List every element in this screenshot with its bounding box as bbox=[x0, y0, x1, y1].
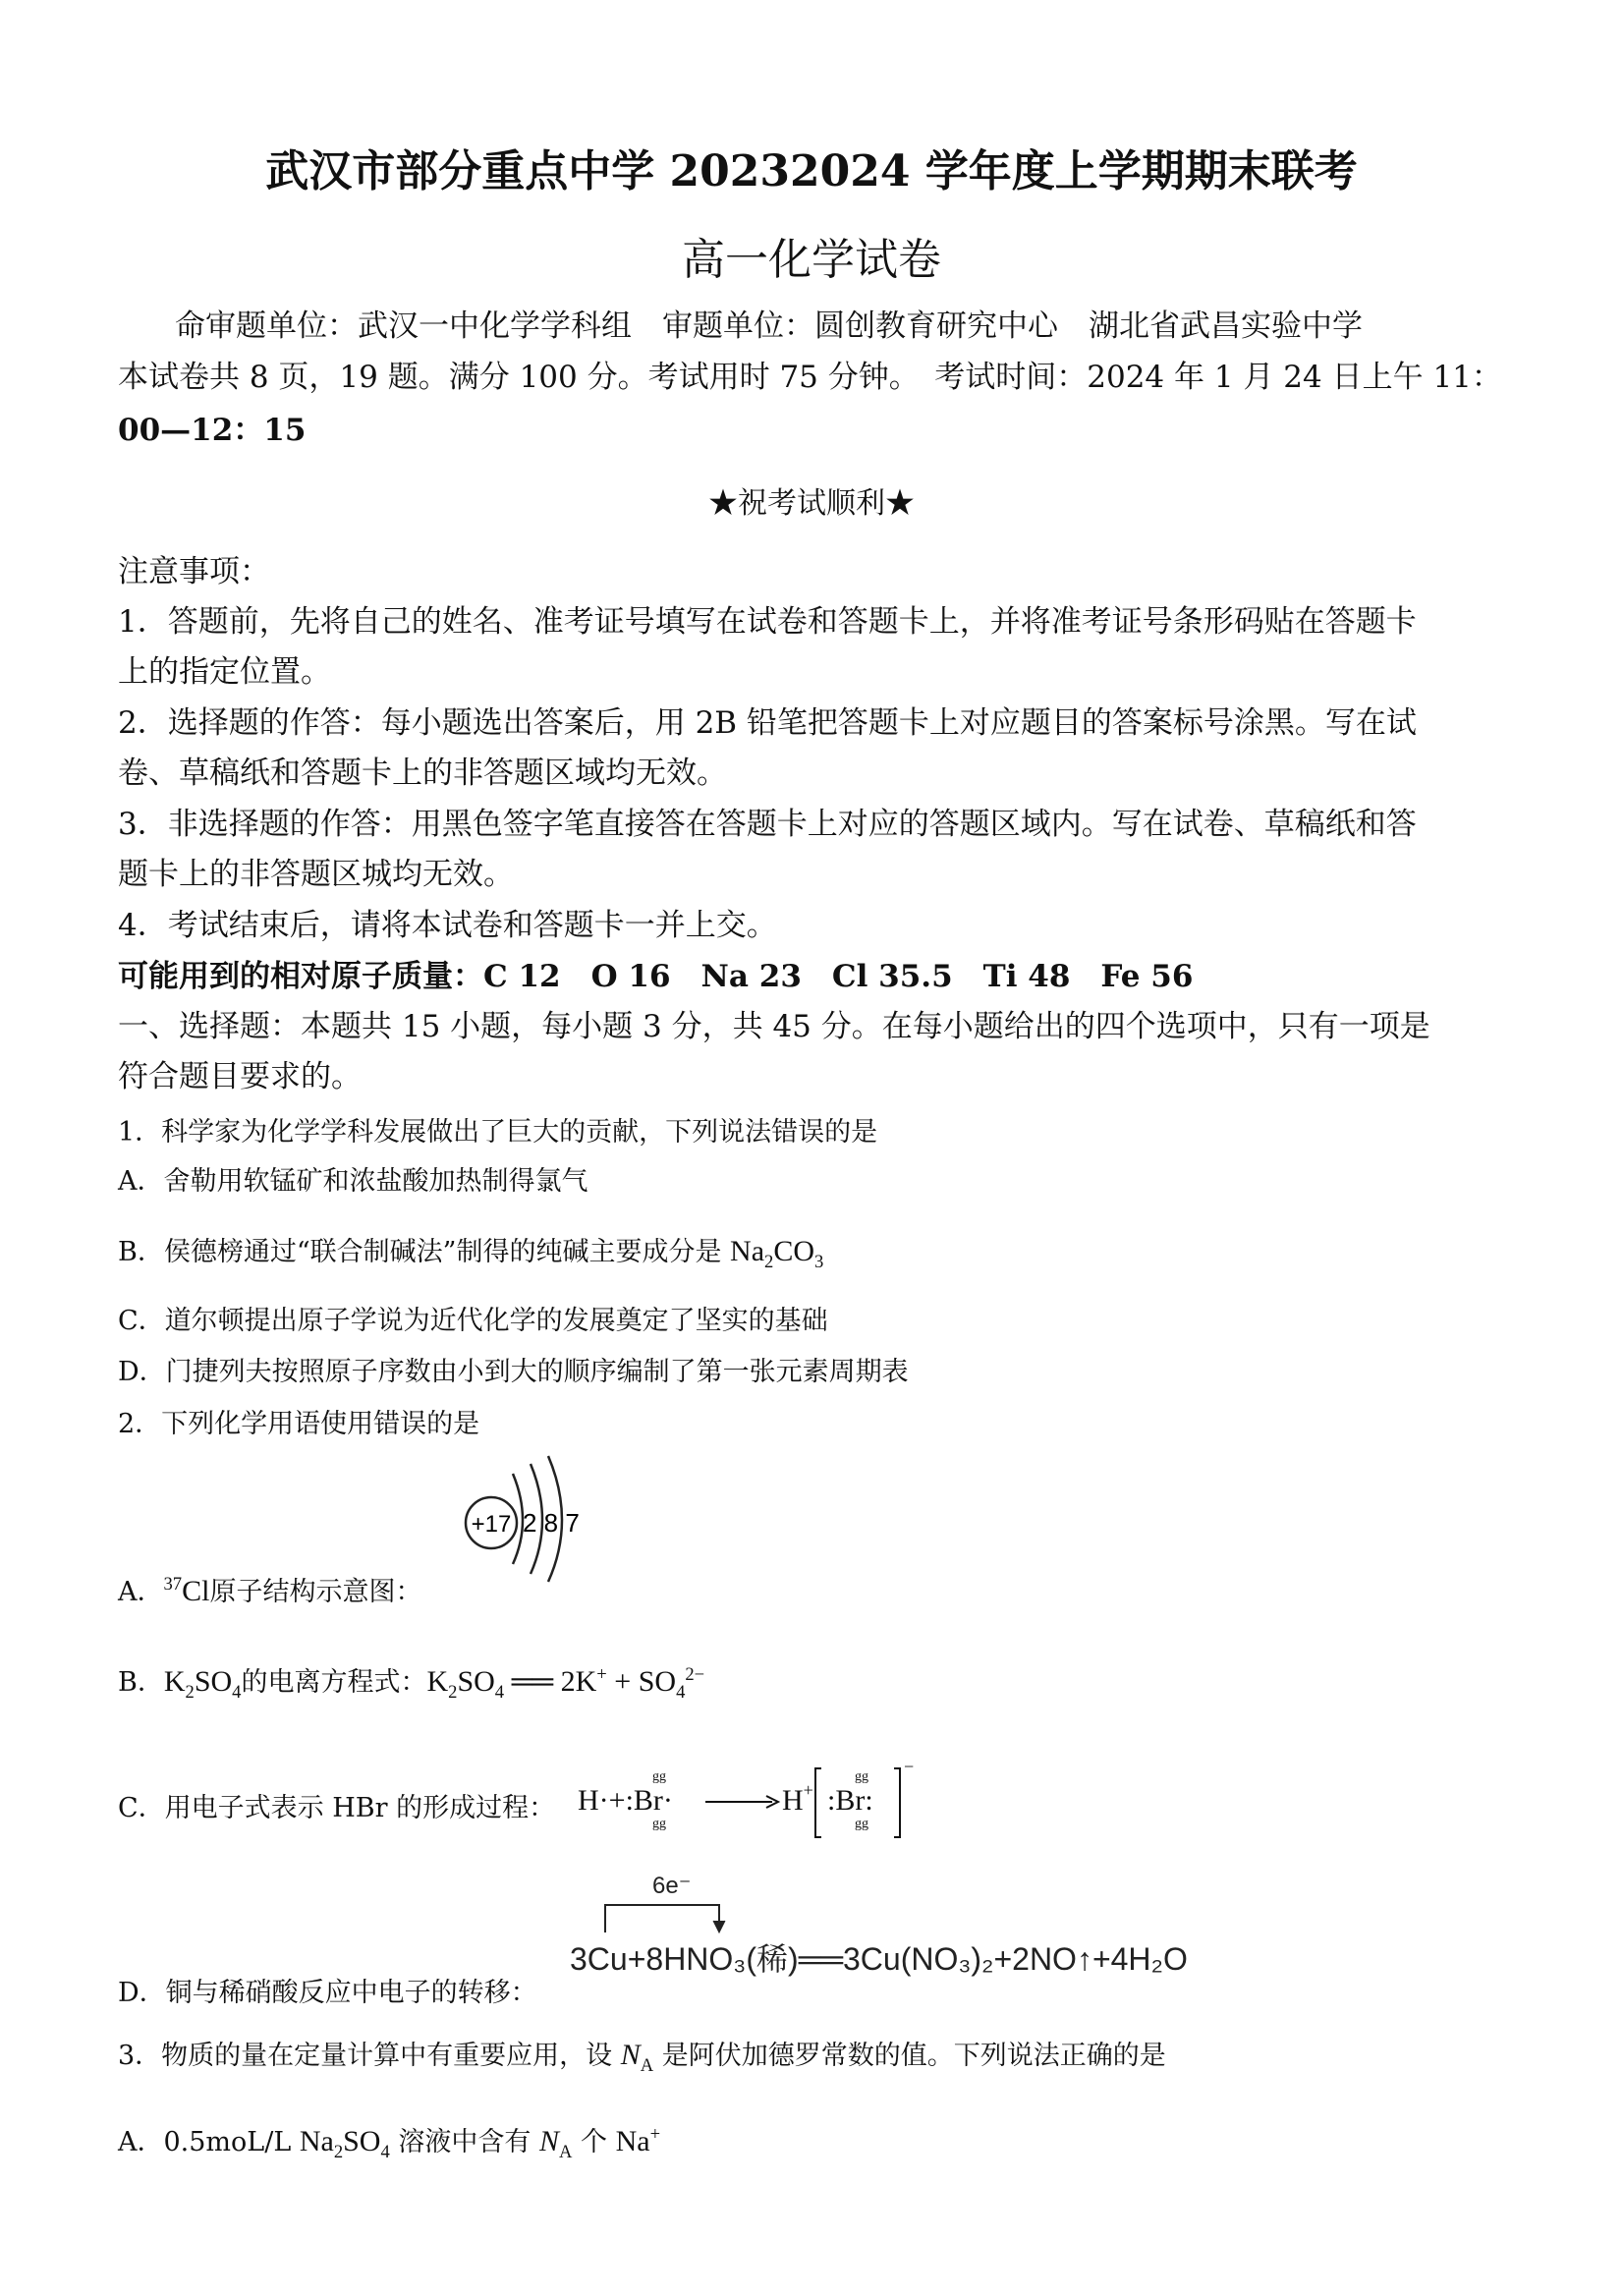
q2-option-a: A．$^{37}$Cl原子结构示意图： bbox=[118, 1574, 422, 1607]
electron-transfer-diagram bbox=[570, 1872, 1356, 1980]
info-line-1: 本试卷共 8 页，19 题。满分 100 分。考试用时 75 分钟。 考试时间：2024 年 1 月 24 日上午 11： bbox=[118, 360, 1502, 395]
formula-na2co3: $Na_2CO_3$ bbox=[730, 1235, 824, 1272]
q3-option-a: A．0.5moL/L $Na_2SO_4$ 溶液中含有 $N_A$ 个 Na+ bbox=[118, 2124, 661, 2162]
note-4: 4．考试结束后，请将本试卷和答题卡一并上交。 bbox=[118, 908, 777, 943]
electron-shells: 2 8 7 bbox=[523, 1508, 580, 1538]
formula-k2so4: $K_2SO_4$ bbox=[163, 1665, 242, 1703]
note-2a: 2．选择题的作答：每小题选出答案后，用 2B 铅笔把答题卡上对应题目的答案标号涂黑。写在试 bbox=[118, 705, 1417, 741]
note-3b: 题卡上的非答题区城均无效。 bbox=[118, 857, 514, 892]
q1-option-a: A．舍勒用软锰矿和浓盐酸加热制得氯气 bbox=[118, 1166, 588, 1197]
q2-option-c: C．用电子式表示 HBr 的形成过程： bbox=[118, 1793, 556, 1823]
q1-stem: 1．科学家为化学学科发展做出了巨大的贡献，下列说法错误的是 bbox=[118, 1117, 878, 1148]
q1-option-b-text: B．侯德榜通过“联合制碱法”制得的纯碱主要成分是 bbox=[118, 1237, 731, 1267]
svg-text:gg: gg bbox=[652, 1817, 666, 1831]
wish-line: ★祝考试顺利★ bbox=[708, 486, 915, 521]
electron-transfer-label: 6e⁻ bbox=[652, 1873, 692, 1899]
redox-equation: 3Cu+8HNO₃(稀)══3Cu(NO₃)₂+2NO↑+4H₂O bbox=[570, 1941, 1188, 1977]
atomic-mass-line: 可能用到的相对原子质量：C 12 O 16 Na 23 Cl 35.5 Ti 48 Fe 56 bbox=[118, 959, 1194, 994]
note-2b: 卷、草稿纸和答题卡上的非答题区域均无效。 bbox=[118, 756, 727, 791]
section1-line2: 符合题目要求的。 bbox=[118, 1059, 362, 1094]
q3-stem: 3．物质的量在定量计算中有重要应用，设 $N_A$ 是阿伏加德罗常数的值。下列说法正确的是 bbox=[118, 2039, 1166, 2076]
info-line-2: 00—12：15 bbox=[118, 413, 307, 448]
notes-heading: 注意事项： bbox=[118, 554, 270, 589]
formula-na2so4: $Na_2SO_4$ bbox=[299, 2125, 390, 2162]
avogadro-symbol-2: $N_A$ bbox=[538, 2125, 573, 2162]
ionization-equation: $K_2SO_4$ ══ $2K^+ + SO_4^{2-}$ bbox=[426, 1664, 705, 1703]
q2-stem: 2．下列化学用语使用错误的是 bbox=[118, 1409, 480, 1439]
units-line: 命审题单位：武汉一中化学学科组 审题单位：圆创教育研究中心 湖北省武昌实验中学 bbox=[175, 308, 1363, 344]
section1-line1: 一、选择题：本题共 15 小题，每小题 3 分，共 45 分。在每小题给出的四个选项中，只有一项是 bbox=[118, 1009, 1430, 1044]
svg-text:gg: gg bbox=[652, 1769, 666, 1784]
q2-option-b: B．$K_2SO_4$的电离方程式：$K_2SO_4$ ══ $2K^+ + SO_4^{2-}$ bbox=[118, 1664, 705, 1703]
q1-option-d: D．门捷列夫按照原子序数由小到大的顺序编制了第一张元素周期表 bbox=[118, 1357, 909, 1387]
ion-na-plus: Na+ bbox=[615, 2124, 661, 2157]
nucleus-charge: +17 bbox=[471, 1511, 512, 1538]
note-1a: 1．答题前，先将自己的姓名、准考证号填写在试卷和答题卡上，并将准考证号条形码贴在答题卡 bbox=[118, 604, 1417, 640]
svg-text:gg: gg bbox=[855, 1817, 868, 1831]
note-1b: 上的指定位置。 bbox=[118, 654, 331, 690]
exam-subtitle: 高一化学试卷 bbox=[682, 235, 941, 285]
svg-text:H+: H+ bbox=[782, 1780, 813, 1817]
exam-title: 武汉市部分重点中学 20232024 学年度上学期期末联考 bbox=[265, 146, 1358, 196]
q2-option-d: D．铜与稀硝酸反应中电子的转移： bbox=[118, 1978, 537, 2008]
svg-text:H·+:Br·: H·+:Br· bbox=[578, 1784, 673, 1817]
atom-structure-diagram bbox=[452, 1454, 599, 1582]
svg-text:gg: gg bbox=[855, 1769, 868, 1784]
q1-option-b bbox=[118, 1230, 823, 1273]
svg-text::Br:: :Br: bbox=[827, 1784, 873, 1817]
svg-text:−: − bbox=[904, 1757, 915, 1776]
isotope-cl37: $^{37}$Cl bbox=[163, 1574, 210, 1607]
q1-option-c: C．道尔顿提出原子学说为近代化学的发展奠定了坚实的基础 bbox=[118, 1306, 828, 1336]
note-3a: 3．非选择题的作答：用黑色签字笔直接答在答题卡上对应的答题区域内。写在试卷、草稿纸和答 bbox=[118, 807, 1417, 842]
avogadro-symbol: $N_A$ bbox=[620, 2039, 654, 2076]
hbr-electron-formula bbox=[578, 1759, 931, 1847]
